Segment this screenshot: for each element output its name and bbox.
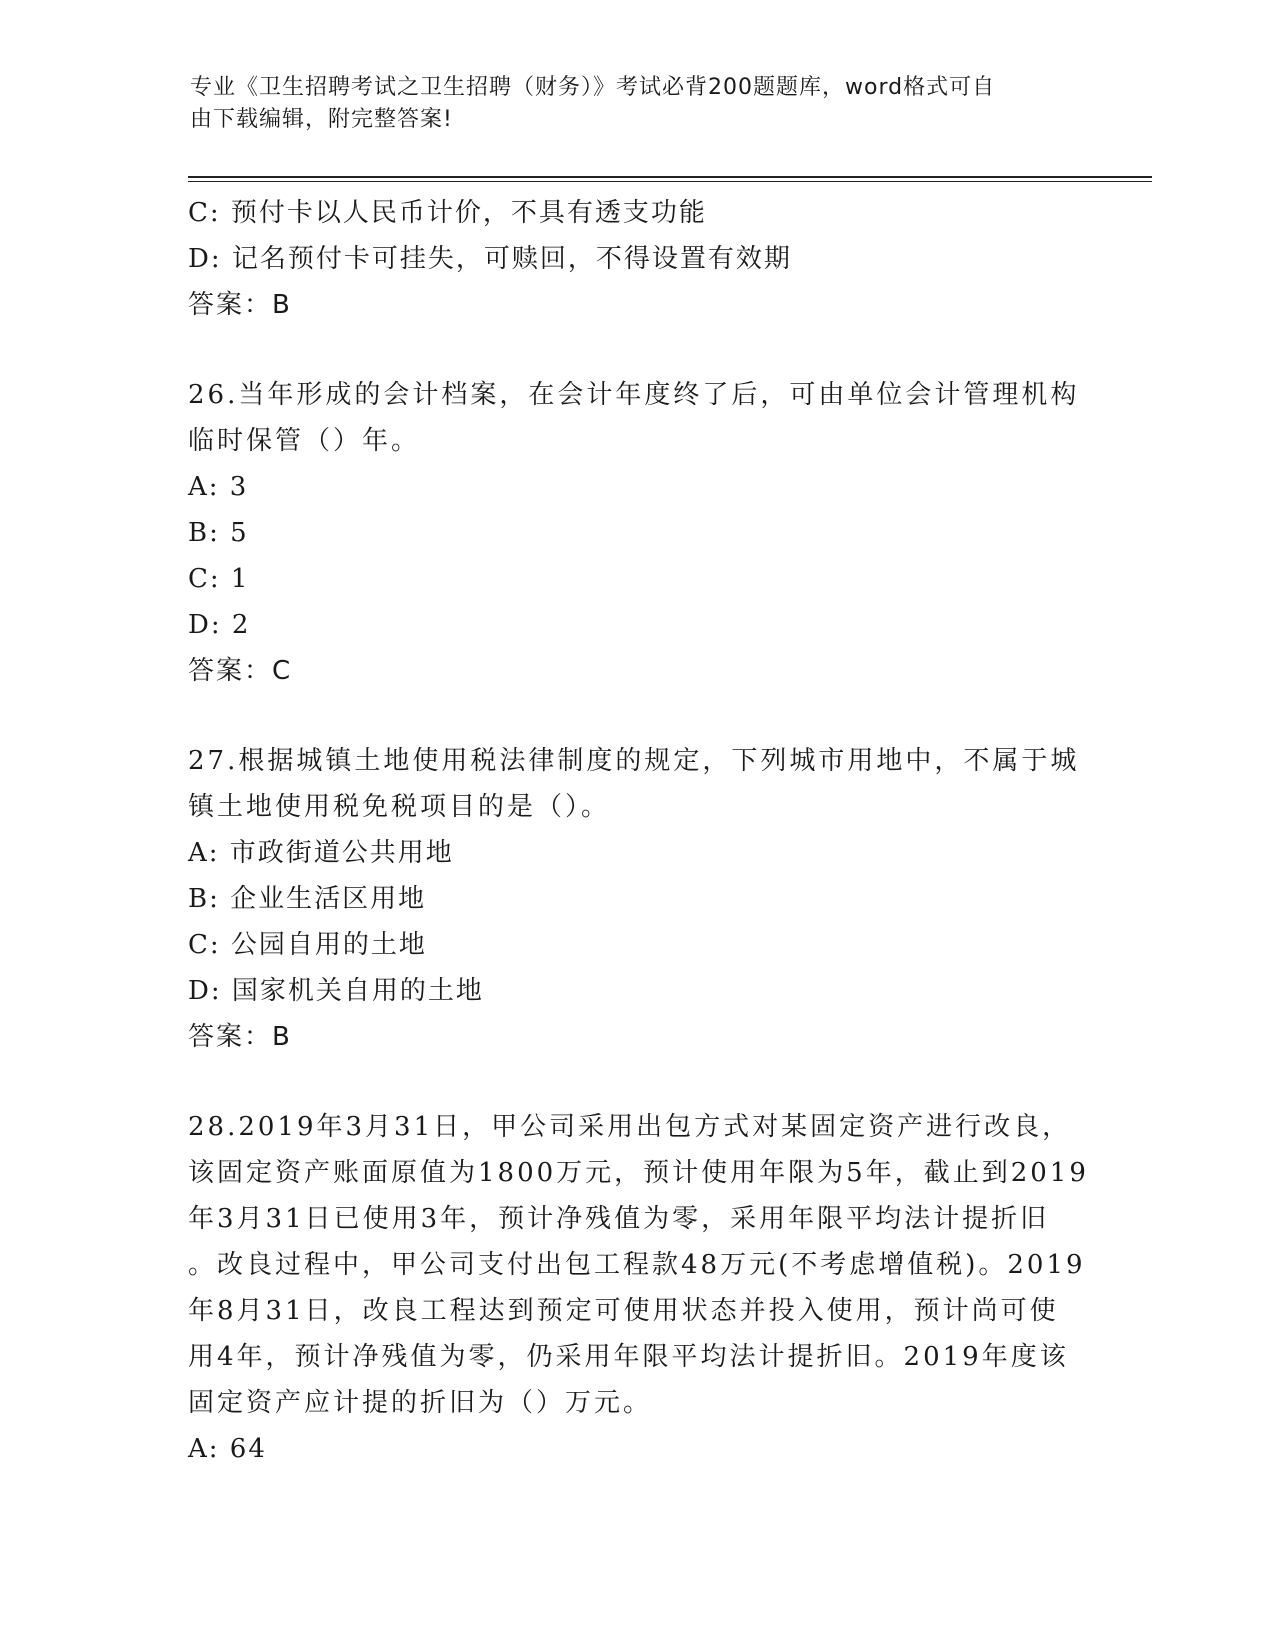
option-c: C: 公园自用的土地 [188,930,427,960]
question-27 [188,738,1088,1060]
question-stem-line: 27.根据城镇土地使用税法律制度的规定，下列城市用地中，不属于城 [188,746,1080,776]
question-stem-line: 26.当年形成的会计档案，在会计年度终了后，可由单位会计管理机构 [188,380,1080,410]
header-divider [188,176,1152,178]
question-25-tail [188,190,1088,328]
document-body [188,190,1088,1472]
option-c: C: 1 [188,564,250,594]
answer-line: 答案：B [188,1022,292,1052]
option-a: A: 3 [188,472,249,502]
answer-line: 答案：C [188,656,293,686]
question-stem-line: 年8月31日，改良工程达到预定可使用状态并投入使用，预计尚可使 [188,1296,1059,1326]
option-d: D: 2 [188,610,251,640]
question-stem-line: 。改良过程中，甲公司支付出包工程款48万元(不考虑增值税)。2019 [188,1250,1086,1280]
answer-line: 答案：B [188,290,292,320]
question-stem-line: 固定资产应计提的折旧为（）万元。 [188,1388,653,1418]
option-d: D: 国家机关自用的土地 [188,976,484,1006]
question-stem-line: 镇土地使用税免税项目的是（）。 [188,792,611,822]
option-d: D: 记名预付卡可挂失，可赎回，不得设置有效期 [188,244,792,274]
question-stem-line: 临时保管（）年。 [188,426,421,456]
question-28 [188,1104,1088,1472]
header-line-2: 由下载编辑，附完整答案! [190,107,453,132]
question-26 [188,372,1088,694]
option-b: B: 5 [188,518,249,548]
option-b: B: 企业生活区用地 [188,884,427,914]
question-stem-line: 年3月31日已使用3年，预计净残值为零，采用年限平均法计提折旧 [188,1204,1050,1234]
question-stem-line: 28.2019年3月31日，甲公司采用出包方式对某固定资产进行改良， [188,1112,1072,1142]
question-stem-line: 该固定资产账面原值为1800万元，预计使用年限为5年，截止到2019 [188,1158,1089,1188]
header-divider-thin [188,181,1152,182]
option-c: C: 预付卡以人民币计价，不具有透支功能 [188,198,707,228]
option-a: A: 64 [188,1434,267,1464]
header-line-1: 专业《卫生招聘考试之卫生招聘（财务）》考试必背200题题库，word格式可自 [190,75,996,100]
question-stem-line: 用4年，预计净残值为零，仍采用年限平均法计提折旧。2019年度该 [188,1342,1069,1372]
document-header [190,72,1080,136]
option-a: A: 市政街道公共用地 [188,838,454,868]
